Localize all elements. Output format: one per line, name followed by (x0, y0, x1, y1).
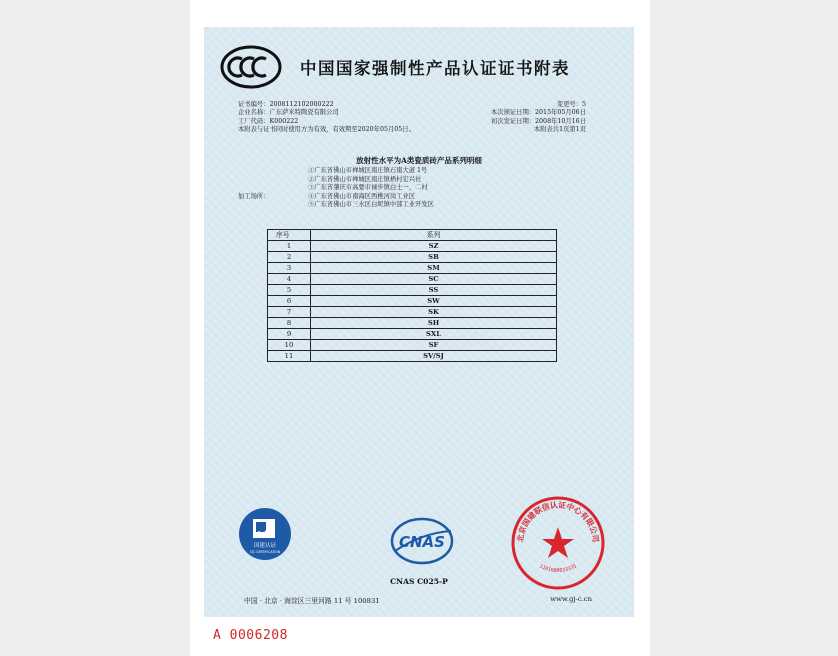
row-index: 10 (268, 340, 311, 351)
row-series: SF (311, 340, 557, 351)
table-row (268, 318, 557, 329)
row-index: 2 (268, 252, 311, 263)
table-row (268, 274, 557, 285)
site-5: ⑤广东省佛山市三水区白坭镇中部工业开发区 (308, 201, 434, 209)
series-table-body (268, 241, 557, 362)
document-title: 中国国家强制性产品认证证书附表 (300, 59, 570, 78)
table-row (268, 285, 557, 296)
seal-text: 北京国建联信认证中心有限公司 (515, 500, 601, 543)
column-header-series: 系列 (311, 230, 557, 241)
production-sites (238, 167, 434, 210)
table-row (268, 307, 557, 318)
page-count: 本附表共1页第1页 (533, 126, 586, 134)
table-row (268, 296, 557, 307)
table-row (268, 351, 557, 362)
row-series: SH (311, 318, 557, 329)
company-name: 企业名称：广东萨米特陶瓷有限公司 (238, 109, 339, 117)
table-row (268, 252, 557, 263)
row-series: SB (311, 252, 557, 263)
site-3: ③广东省肇庆市高要市禄步镇白土一、二村 (308, 184, 428, 192)
certificate-info-left (238, 101, 415, 135)
certificate-number: 证书编号：2008112102000222 (238, 101, 334, 108)
series-table (267, 229, 557, 362)
svg-text:1101080033335 (538, 564, 577, 574)
row-index: 4 (268, 274, 311, 285)
first-issue-date: 初次发证日期：2008年10月16日 (490, 117, 586, 125)
footer-website: www.gj-c.cn (550, 595, 592, 603)
row-index: 9 (268, 329, 311, 340)
certificate-document (204, 27, 634, 617)
cqc-certification-logo (238, 507, 292, 561)
row-series: SS (311, 285, 557, 296)
row-index: 6 (268, 296, 311, 307)
table-row (268, 340, 557, 351)
cnas-accreditation-code: CNAS C025-P (390, 577, 448, 586)
issue-date: 本次颁证日期：2015年05月06日 (490, 109, 586, 117)
row-index: 11 (268, 351, 311, 362)
cqc-logo-sub: CJC CERTIFICATION (249, 550, 281, 554)
column-header-index: 序号 (268, 230, 311, 241)
row-index: 3 (268, 263, 311, 274)
factory-code: 工厂代码：K000222 (238, 117, 299, 125)
row-index: 7 (268, 307, 311, 318)
row-series: SZ (311, 241, 557, 252)
red-company-seal (510, 495, 606, 591)
table-row (268, 263, 557, 274)
section-title: 放射性水平为A类瓷质砖产品系列明细 (356, 156, 482, 165)
footer-address: 中国 · 北京 · 海淀区三里河路 11 号 100831 (244, 597, 380, 605)
row-index: 5 (268, 285, 311, 296)
row-series: SW (311, 296, 557, 307)
row-series: SV/SJ (311, 351, 557, 362)
validity-note: 本附表与证书同时使用方为有效，有效期至2020年05月05日。 (238, 126, 415, 134)
cnas-logo-text: CNAS (399, 533, 445, 551)
cnas-logo (387, 511, 457, 571)
row-index: 1 (268, 241, 311, 252)
site-2: ②广东省佛山市禅城区南庄镇梧村宏兴社 (308, 175, 422, 183)
row-series: SM (311, 263, 557, 274)
change-number: 变更号：5 (556, 101, 586, 108)
row-series: SXL (311, 329, 557, 340)
ccc-mark-icon (220, 45, 282, 89)
certificate-info-right (491, 101, 586, 135)
site-4: ④广东省佛山市南海区西樵河岗工业区 (308, 192, 416, 200)
cqc-logo-text: 国建认证 (253, 543, 277, 549)
table-row (268, 329, 557, 340)
row-index: 8 (268, 318, 311, 329)
row-series: SC (311, 274, 557, 285)
serial-number: A 0006208 (213, 628, 288, 643)
seal-number: 1101080033335 (538, 563, 578, 574)
sites-label: 加工场所： (238, 192, 270, 200)
table-row (268, 241, 557, 252)
site-1: ①广东省佛山市禅城区南庄镇石南大道 1号 (308, 167, 428, 174)
row-series: SK (311, 307, 557, 318)
